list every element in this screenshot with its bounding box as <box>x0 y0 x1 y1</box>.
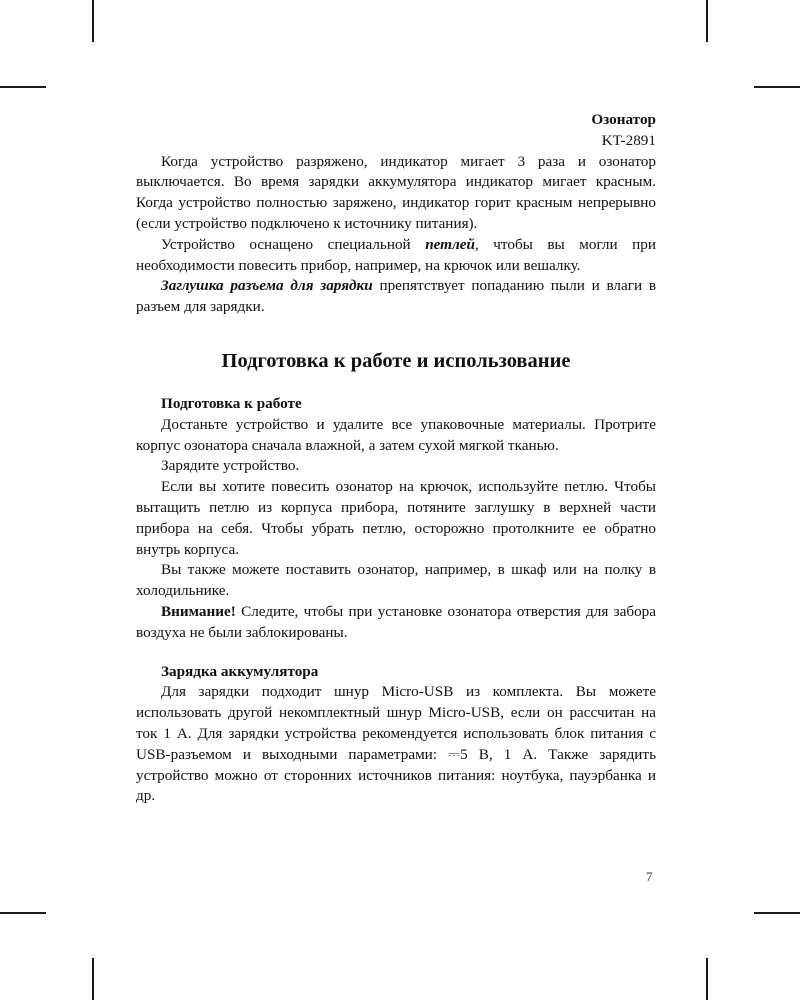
crop-mark-left-bottom <box>0 912 46 914</box>
crop-mark-right-top <box>754 86 800 88</box>
subheading-preparation: Подготовка к работе <box>161 394 302 412</box>
crop-mark-bottom-left <box>92 958 94 1000</box>
preparation-paragraph-2: Зарядите устройство. <box>161 457 300 475</box>
crop-mark-left-top <box>0 86 46 88</box>
charging-plug-term: Заглушка разъема для зарядки <box>161 277 373 295</box>
preparation-paragraph-4: Вы также можете поставить озонатор, например, в шкаф или на полку в холодильнике. <box>136 561 656 600</box>
charging-paragraph: Для зарядки подходит шнур Micro-USB из комплекта. Вы можете использовать другой некомплектный шнур Micro-USB, если он рассчитан на ток 1 А. Для зарядки устройства рекомендуется использовать блок питания с USB-разъемом и выходными параметрами: ⎓5 В, 1 А. Также зарядить устройство можно от сторонних источников питания: ноутбука, пауэрбанка и др. <box>136 683 656 805</box>
crop-mark-right-bottom <box>754 912 800 914</box>
crop-mark-top-left <box>92 0 94 42</box>
warning-paragraph: Внимание! Следите, чтобы при установке озонатора отверстия для забора воздуха не были заблокированы. <box>136 602 656 641</box>
crop-mark-bottom-right <box>706 958 708 1000</box>
product-title: Озонатор <box>591 111 656 128</box>
running-header <box>136 110 656 152</box>
intro-paragraph-2: Устройство оснащено специальной петлей, чтобы вы могли при необходимости повесить прибор, например, на крючок или вешалку. <box>136 235 656 274</box>
product-model: KT-2891 <box>601 131 656 149</box>
loop-term: петлей <box>425 235 475 253</box>
page-content <box>136 110 656 807</box>
preparation-paragraph-3: Если вы хотите повесить озонатор на крючок, используйте петлю. Чтобы вытащить петлю из корпуса прибора, потяните заглушку в верхней части прибора на себя. Чтобы убрать петлю, осторожно протолкните ее обратно внутрь корпуса. <box>136 478 656 558</box>
section-title: Подготовка к работе и использование <box>221 349 571 372</box>
intro-paragraph-1: Когда устройство разряжено, индикатор мигает 3 раза и озонатор выключается. Во время зарядки аккумулятора индикатор мигает красным. Когда устройство полностью заряжено, индикатор горит красным непрерывно (если устройство подключено к источнику питания). <box>136 152 656 232</box>
intro-paragraph-3: Заглушка разъема для зарядки препятствует попаданию пыли и влаги в разъем для зарядки. <box>136 277 657 316</box>
page-number: 7 <box>646 869 653 884</box>
warning-label: Внимание! <box>161 602 236 620</box>
crop-mark-top-right <box>706 0 708 42</box>
subheading-charging: Зарядка аккумулятора <box>161 662 319 680</box>
preparation-paragraph-1: Достаньте устройство и удалите все упаковочные материалы. Протрите корпус озонатора сначала влажной, а затем сухой мягкой тканью. <box>136 415 656 454</box>
